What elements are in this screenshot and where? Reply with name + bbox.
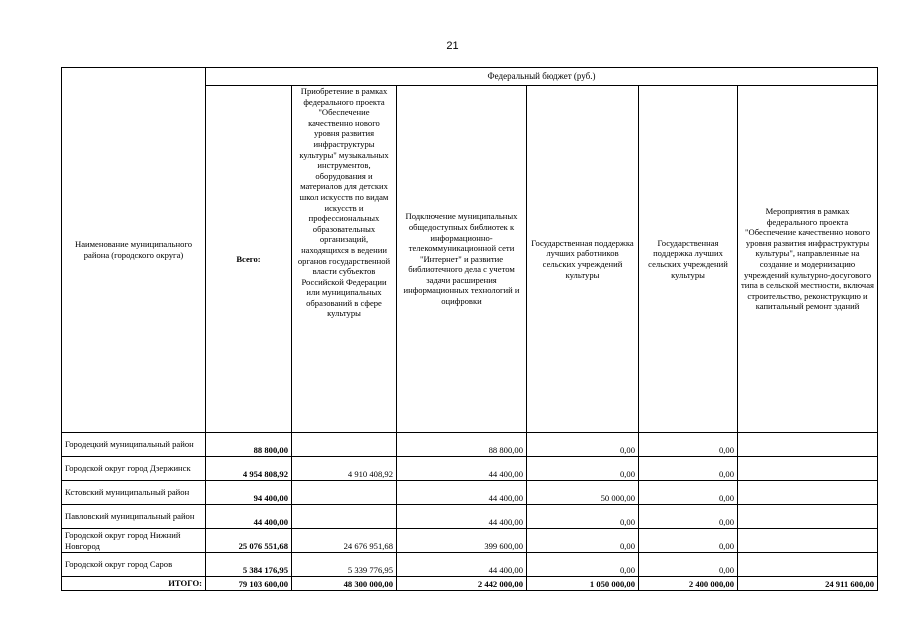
table-row [62,505,878,529]
table-row [62,457,878,481]
column-header-libraries: Подключение муниципальных общедоступных библиотек к информационно-телекоммуникационной сети "Интернет" и развитие библиотечного дела с учетом задачи расширения информационных технологий и оцифровки [397,86,527,433]
row-name: Городской округ город Саров [62,553,206,577]
cell-workers-support: 0,00 [527,529,639,553]
total-label: ИТОГО: [62,577,206,591]
cell-workers-support: 0,00 [527,433,639,457]
cell-libraries: 44 400,00 [397,481,527,505]
cell-rural-culture-centers [738,553,878,577]
row-name: Кстовский муниципальный район [62,481,206,505]
cell-rural-culture-centers [738,481,878,505]
row-name: Городской округ город Нижний Новгород [62,529,206,553]
cell-institutions-support: 0,00 [639,481,738,505]
table-row [62,433,878,457]
row-name: Городской округ город Дзержинск [62,457,206,481]
cell-institutions-support: 0,00 [639,457,738,481]
page-number: 21 [446,40,459,52]
cell-institutions-support: 0,00 [639,553,738,577]
cell-rural-culture-centers [738,529,878,553]
cell-libraries: 399 600,00 [397,529,527,553]
cell-libraries: 44 400,00 [397,553,527,577]
row-name: Городецкий муниципальный район [62,433,206,457]
table-row [62,481,878,505]
cell-total: 88 800,00 [206,433,292,457]
cell-rural-culture-centers [738,457,878,481]
cell-total: 25 076 551,68 [206,529,292,553]
cell-libraries: 44 400,00 [397,457,527,481]
cell-instruments [292,481,397,505]
total-cell-instruments: 48 300 000,00 [292,577,397,591]
cell-workers-support: 0,00 [527,553,639,577]
column-header-total: Всего: [206,86,292,433]
cell-instruments: 5 339 776,95 [292,553,397,577]
cell-institutions-support: 0,00 [639,505,738,529]
cell-institutions-support: 0,00 [639,433,738,457]
cell-rural-culture-centers [738,433,878,457]
column-header-instruments: Приобретение в рамках федерального проекта "Обеспечение качественно нового уровня развития инфраструктуры культуры" музыкальных инструментов, оборудования и материалов для детских школ искусств по видам искусств и профессиональных образовательных организаций, находящихся в ведении органов государственной власти субъектов Российской Федерации или муниципальных образований в сфере культуры [292,86,397,433]
cell-workers-support: 0,00 [527,457,639,481]
total-cell-libraries: 2 442 000,00 [397,577,527,591]
column-header-rural-culture-centers: Мероприятия в рамках федерального проекта "Обеспечение качественно нового уровня развития инфраструктуры культуры", направленные на создание и модернизацию учреждений культурно-досугового типа в сельской местности, включая строительство, реконструкцию и капитальный ремонт зданий [738,86,878,433]
column-header-name: Наименование муниципального района (городского округа) [62,68,206,433]
cell-libraries: 88 800,00 [397,433,527,457]
table-row [62,553,878,577]
budget-table [61,67,878,591]
cell-total: 44 400,00 [206,505,292,529]
group-header-federal-budget: Федеральный бюджет (руб.) [206,68,878,86]
table-row [62,529,878,553]
column-header-institutions-support: Государственная поддержка лучших сельских учреждений культуры [639,86,738,433]
cell-total: 4 954 808,92 [206,457,292,481]
cell-instruments [292,505,397,529]
cell-instruments: 24 676 951,68 [292,529,397,553]
total-cell-workers-support: 1 050 000,00 [527,577,639,591]
cell-total: 5 384 176,95 [206,553,292,577]
column-header-workers-support: Государственная поддержка лучших работников сельских учреждений культуры [527,86,639,433]
cell-institutions-support: 0,00 [639,529,738,553]
cell-total: 94 400,00 [206,481,292,505]
total-cell-total: 79 103 600,00 [206,577,292,591]
total-row [62,577,878,591]
cell-instruments: 4 910 408,92 [292,457,397,481]
cell-instruments [292,433,397,457]
cell-workers-support: 50 000,00 [527,481,639,505]
row-name: Павловский муниципальный район [62,505,206,529]
cell-rural-culture-centers [738,505,878,529]
total-cell-institutions-support: 2 400 000,00 [639,577,738,591]
cell-workers-support: 0,00 [527,505,639,529]
cell-libraries: 44 400,00 [397,505,527,529]
total-cell-rural-culture-centers: 24 911 600,00 [738,577,878,591]
